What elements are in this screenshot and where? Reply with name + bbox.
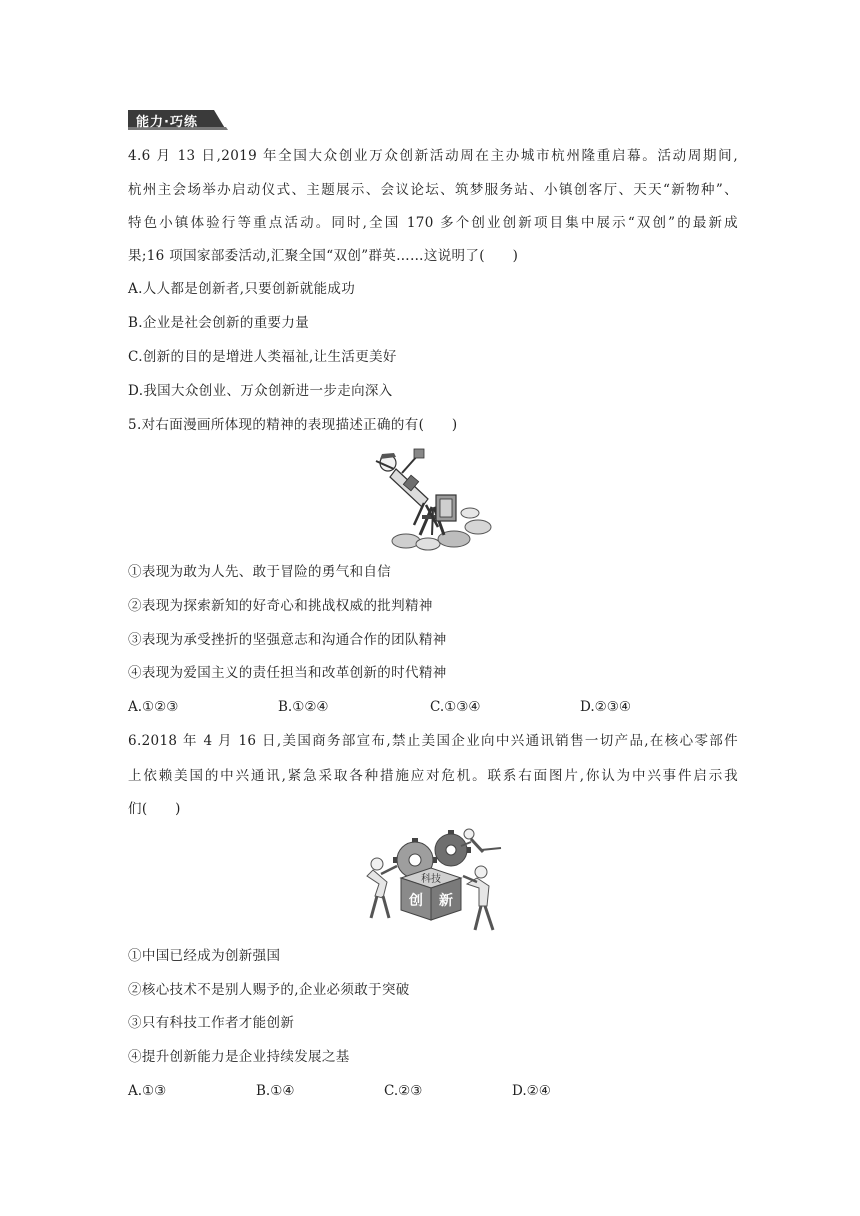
q6-stem-line-1: 6.2018 年 4 月 16 日,美国商务部宣布,禁止美国企业向中兴通讯销售一切产品,在核心零部件 — [128, 733, 738, 749]
q4-stem-line-3: 特色小镇体验行等重点活动。同时,全国 170 多个创业创新项目集中展示“双创”的最新成 — [128, 215, 738, 231]
q4-option-d: D.我国大众创业、万众创新进一步走向深入 — [128, 383, 393, 399]
q5-choice-c: C.①③④ — [430, 699, 481, 715]
q6-stem-line-2: 上依赖美国的中兴通讯,紧急采取各种措施应对危机。联系右面图片,你认为中兴事件启示我 — [128, 768, 738, 784]
q5-choice-b: B.①②④ — [278, 699, 329, 715]
section-tag — [128, 110, 226, 130]
q6-choice-c: C.②③ — [384, 1083, 423, 1099]
q6-choice-a: A.①③ — [128, 1083, 167, 1099]
q6-item-4: ④提升创新能力是企业持续发展之基 — [128, 1049, 350, 1065]
q6-choice-b: B.①④ — [256, 1083, 295, 1099]
q4-stem-line-2: 杭州主会场举办启动仪式、主题展示、会议论坛、筑梦服务站、小镇创客厅、天天“新物种”、 — [128, 182, 738, 198]
q6-innovation-image — [353, 826, 509, 938]
q6-stem-line-3: 们( ) — [128, 801, 181, 817]
q5-cartoon-image — [366, 447, 496, 552]
q5-choice-d: D.②③④ — [580, 699, 631, 715]
q6-figure-right-label: 新 — [439, 893, 453, 909]
q5-item-2: ②表现为探索新知的好奇心和挑战权威的批判精神 — [128, 598, 433, 614]
q5-choice-a: A.①②③ — [128, 699, 179, 715]
q6-choice-d: D.②④ — [512, 1083, 551, 1099]
q5-item-4: ④表现为爱国主义的责任担当和改革创新的时代精神 — [128, 665, 447, 681]
q4-option-c: C.创新的目的是增进人类福祉,让生活更美好 — [128, 349, 397, 365]
q4-stem-line-1: 4.6 月 13 日,2019 年全国大众创业万众创新活动周在主办城市杭州隆重启幕。活动周期间, — [128, 148, 738, 164]
q5-item-3: ③表现为承受挫折的坚强意志和沟通合作的团队精神 — [128, 632, 447, 648]
q4-stem-line-4: 果;16 项国家部委活动,汇聚全国“双创”群英……这说明了( ) — [128, 248, 519, 264]
section-tag-label: 能力·巧练 — [136, 115, 198, 130]
q4-option-b: B.企业是社会创新的重要力量 — [128, 315, 310, 331]
q6-item-3: ③只有科技工作者才能创新 — [128, 1015, 295, 1031]
q4-option-a: A.人人都是创新者,只要创新就能成功 — [128, 281, 356, 297]
q6-figure-top-label: 科技 — [421, 874, 441, 885]
q5-stem: 5.对右面漫画所体现的精神的表现描述正确的有( ) — [128, 417, 458, 433]
q6-item-2: ②核心技术不是别人赐予的,企业必须敢于突破 — [128, 982, 410, 998]
q5-item-1: ①表现为敢为人先、敢于冒险的勇气和自信 — [128, 564, 392, 580]
q6-figure-left-label: 创 — [409, 893, 423, 909]
q6-item-1: ①中国已经成为创新强国 — [128, 948, 281, 964]
